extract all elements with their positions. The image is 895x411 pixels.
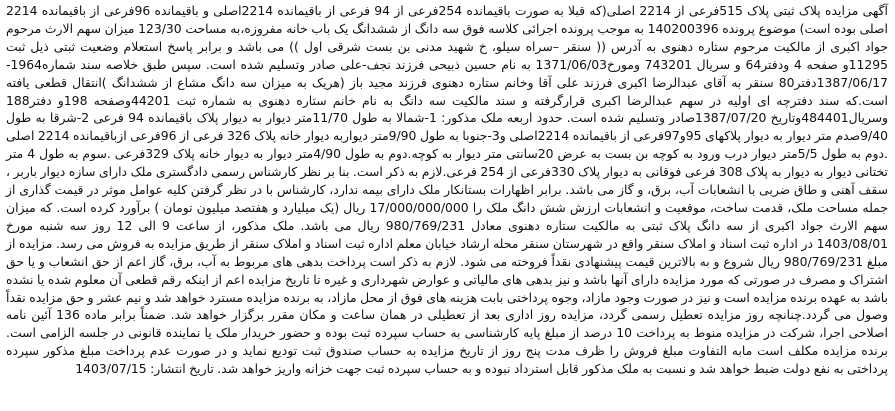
auction-notice-text: آگهی مزایده پلاک ثبتی پلاک 515فرعی از 2214 اصلی(که قبلا به صورت باقیمانده 254فرعی از 94 فرعی از باقیمانده 2214اصلی و باقیمانده 96فرعی از باقیمانده 2214 اصلی بوده است) موضوع پرونده 140200396 به موجب پرونده اجرائی کلاسه فوق سه دانگ از ششدانگ یک باب خانه مفروزه،به مساحت 123/30 میزان سهم الارث مرحوم جواد اکبری از مالکیت مرحوم ستاره دهنوی به آدرس (( سنقر –سراه سیلو، خ شهید مدنی بن بست شرقی اول )) می باشد و برابر پاسخ استعلام وضعیت ثبتی ذیل ثبت 11295و صفحه 4 ودفتر64 و سریال 743201 ومورخ1371/06/03 به نام حسین ذبیحی فرزند نجف-علی صادر وتسلیم شده است. سپس طبق خلاصه سند شماره1964-1387/06/17دفتر80 سنقر به آقای عبدالرضا اکبری فرزند علی آقا وخانم ستاره دهنوی فرزند مجید باز (هریک به میزان سه دانگ مشاع از ششدانگ )انتقال قطعی یافته است.که سند دفترچه ای اولیه در سهم عبدالرضا اکبری قرارگرفته و سند مالکیت سه دانگ به نام خانم ستاره دهنوی به شماره ثبت 44201وصفحه 198و دفتر188 وسریال484401وتاریخ 1387/07/20صادر وتسلیم شده است. حدود اربعه ملک مذکور: 1-شمالا به طول 11/70متر دیوار به دیوار پلاک باقیمانده 94 فرعی 2-شرقا به طول 9/40صدم متر دیوار به دیوار پلاکهای 95و97فرعی از باقیمانده 2214اصلی و3-جنوبا به طول 9/90متر دیواربه دیوار خانه پلاک 326 فرعی از 96فرعی ازباقیمانده 2214 اصلی .دوم به طول 5/5متر دیوار درب ورود به کوچه بن بست به عرض 20سانتی متر دیوار به کوچه.دوم به طول 4/90متر دیوار به دیوار خانه پلاک 329فرعی .سوم به طول 4 متر تختانی دیوار به دیوار به پلاک 308 فرعی فوقانی به دیوار پلاک 330فرعی از 254 فرعی.لازم به ذکر است. بنا بر نظر کارشناس رسمی دادگستری ملک دارای سازه دیوار باربر ، سقف آهنی و طاق ضربی با انشعابات آب، برق، و گاز می باشد. برابر اظهارات بستانکار ملک دارای بیمه ندارد، کارشناس با در نظر گرفتن کلیه عوامل موثر در قیمت گذاری از جمله مساحت ملک، قدمت ساخت، موقعیت و انشعابات ارزش شش دانگ ملک را 17/000/000/000 ریال (یک میلیارد و هفتصد میلیون تومان ) برآورد کرده است. که میزان سهم الارث جواد اکبری از سه دانگ پلاک ثبتی به مالکیت ستاره دهنوی معادل 980/769/231 ریال می باشد. ملک مذکور، از ساعت 9 الی 12 روز سه شنبه مورخ 1403/08/01 در اداره ثبت اسناد و املاک سنقر واقع در شهرستان سنقر محله ارشاد خیابان معلم اداره ثبت اسناد و املاک سنقر از طریق مزایده به فروش می رسد. مزایده از مبلغ 980/769/231 ریال شروع و به بالاترین قیمت پیشنهادی نقداً فروخته می شود. لازم به ذکر است پرداخت بدهی های مربوط به آب، برق، گاز اعم از حق انشعاب و یا حق اشتراک و مصرف در صورتی که مورد مزایده دارای آنها باشد و نیز بدهی های مالیاتی و عوارض شهرداری و غیره تا تاریخ مزایده اعم از اینکه رقم قطعی آن معلوم شده یا نشده باشد به عهده برنده مزایده است و نیز در صورت وجود مازاد، وجوه پرداختی بابت هزینه های فوق از محل مازاد، به برنده مزایده مسترد خواهد شد و نیم عشر و حق مزایده نقداً وصول می گردد.چنانچه روز مزایده تعطیل رسمی گردد، مزایده روز اداری بعد از تعطیلی در همان ساعت و مکان مقرر برگزار خواهد شد. ضمناً برابر ماده 136 آئین نامه اصلاحی اجرا، شرکت در مزایده منوط به پرداخت 10 درصد از مبلغ پایه کارشناسی به حساب سپرده ثبت بوده و حضور خریدار ملک یا نماینده قانونی در جلسه الزامی است. برنده مزایده مکلف است مابه التفاوت مبلغ فروش را ظرف مدت پنج روز از تاریخ مزایده به حساب صندوق ثبت تودیع نماید و در صورت عدم پرداخت مبلغ مذکور سپرده پرداختی به نفع دولت ضبط خواهد شد و نسبت به ملک مذکور قابل استرداد نبوده و به حساب سپرده ثبت جهت خزانه واریز خواهد شد. تاریخ انتشار: 1403/07/15 xyxy=(6,3,889,377)
